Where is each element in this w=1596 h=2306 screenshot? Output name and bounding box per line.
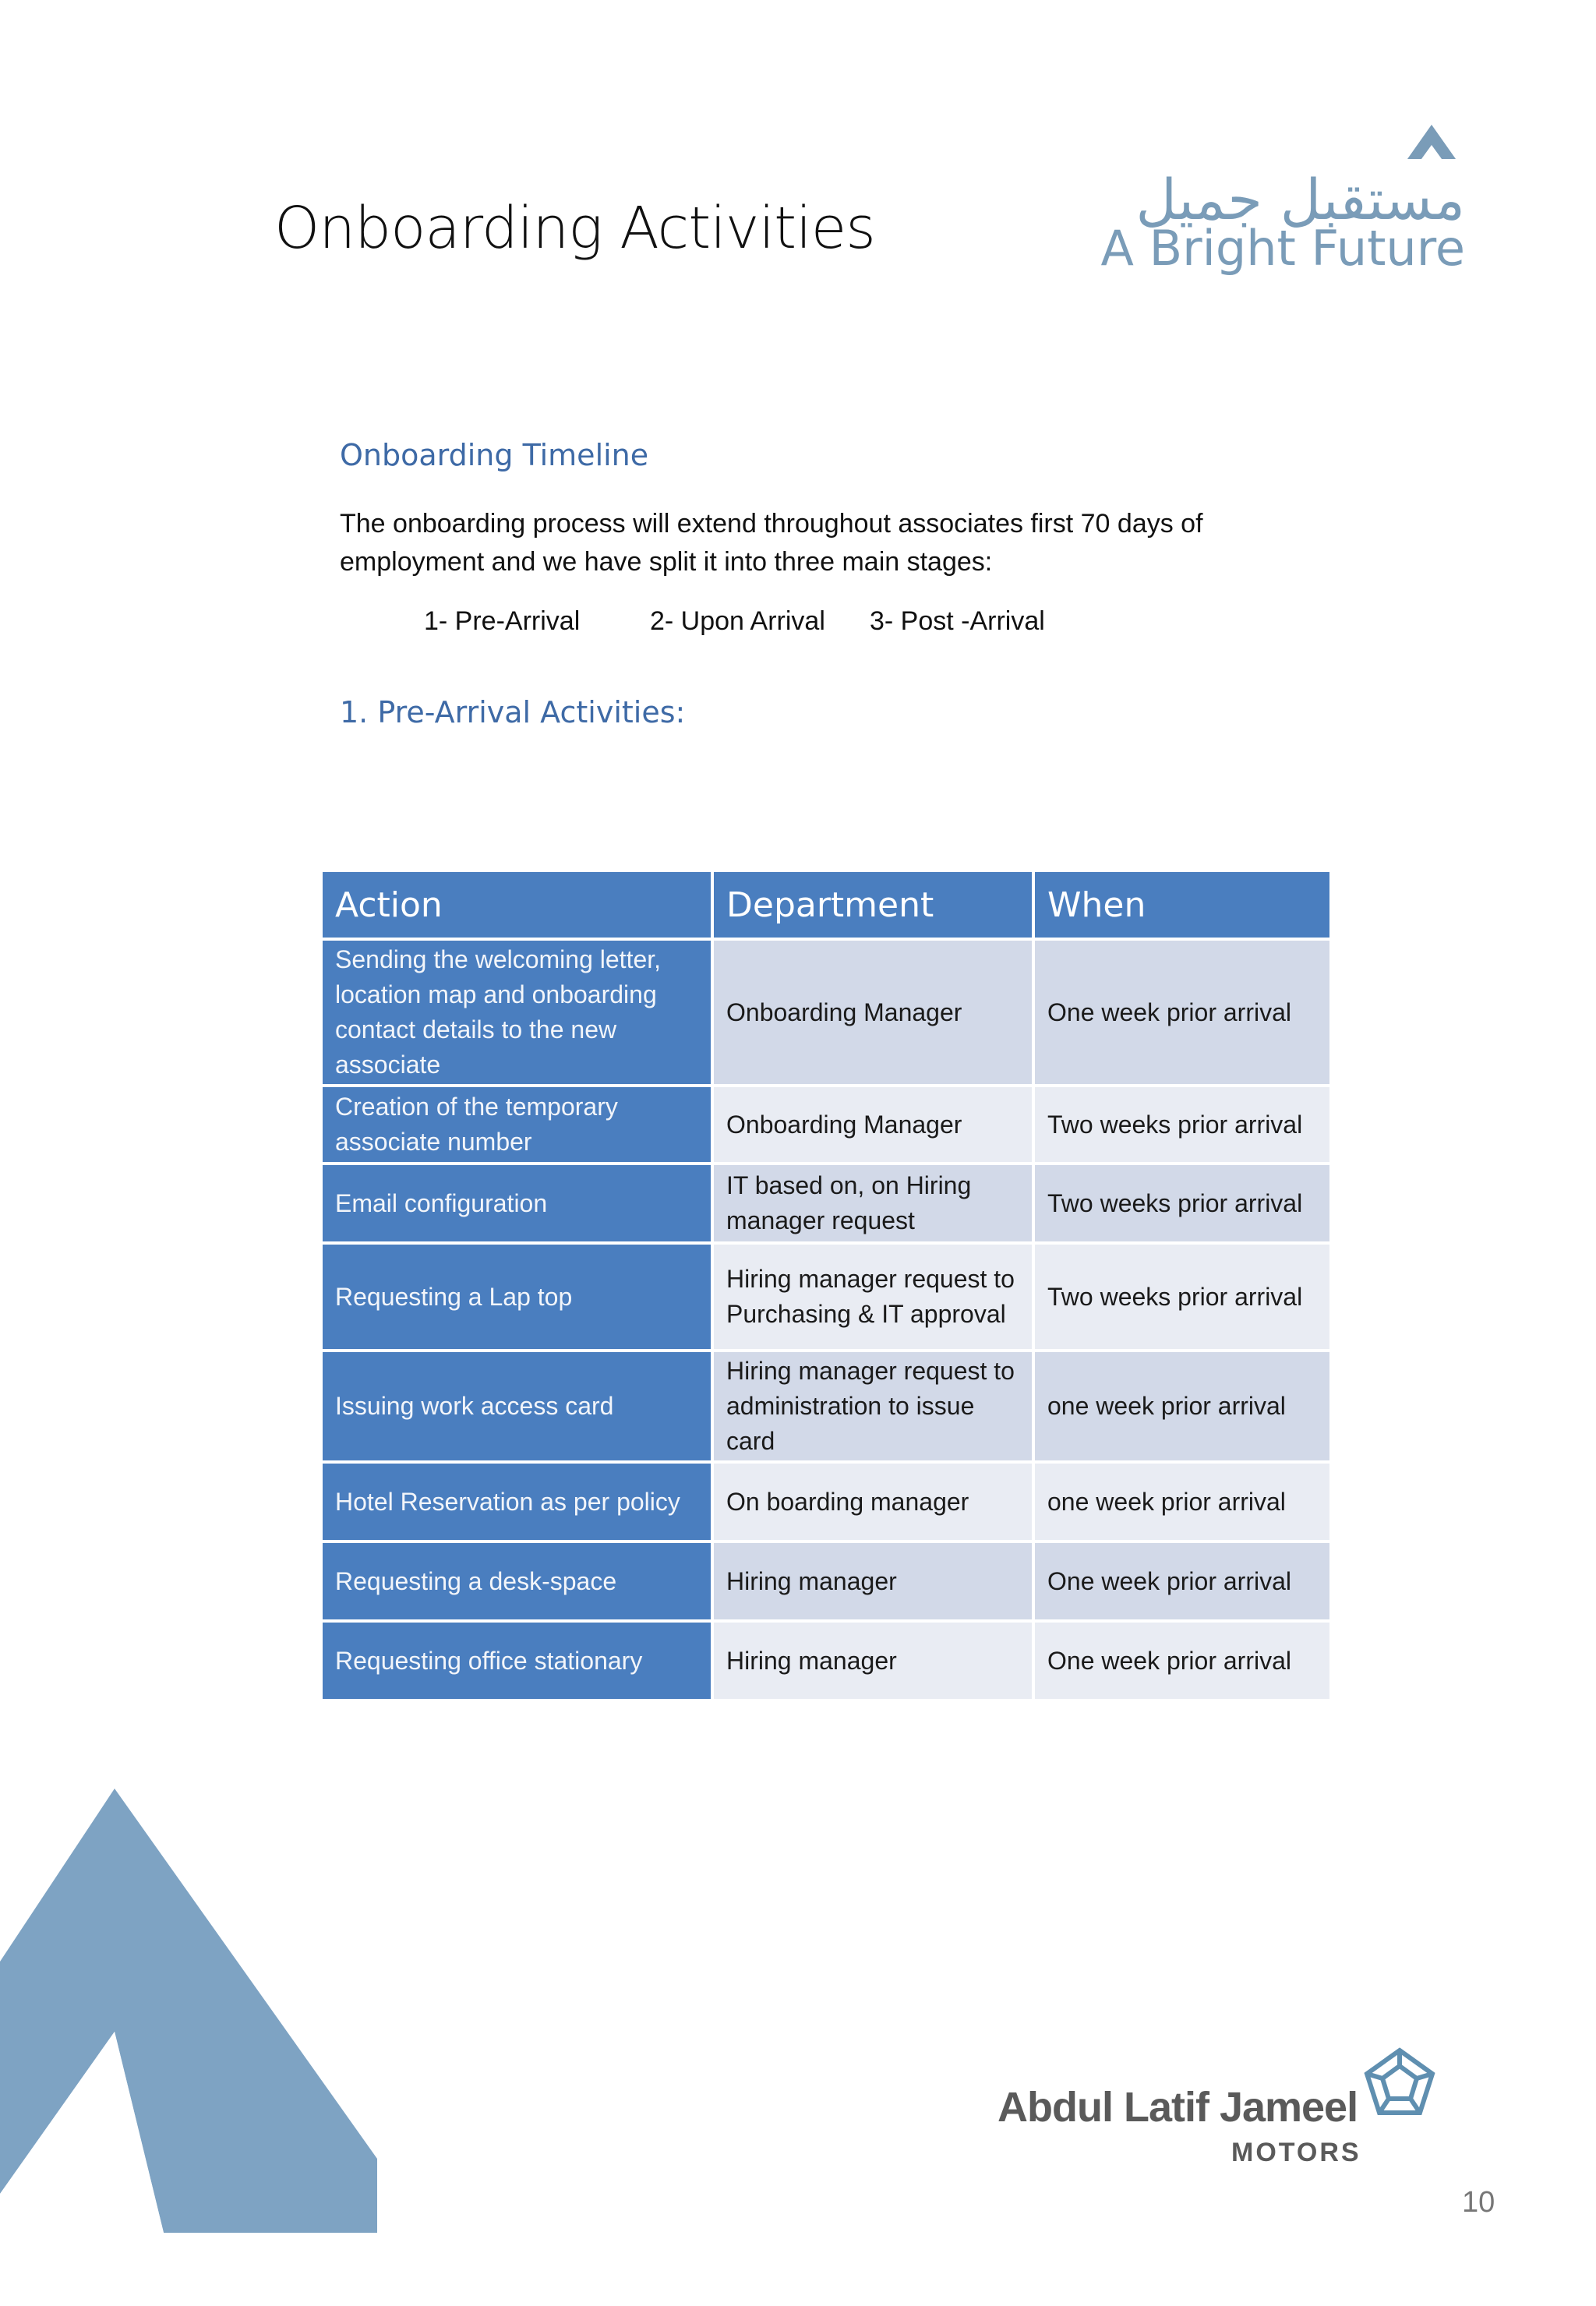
table-row xyxy=(323,1087,1329,1162)
table-row xyxy=(323,941,1329,1084)
intro-line-2: employment and we have split it into three main stages: xyxy=(340,547,993,577)
page-title: Onboarding Activities xyxy=(274,195,875,262)
cell-department: Hiring manager xyxy=(714,1623,1032,1699)
timeline-intro xyxy=(340,505,1322,581)
header-when: When xyxy=(1035,872,1329,938)
cell-action: Issuing work access card xyxy=(323,1352,711,1460)
brand-arabic-text: مستقبل جميل xyxy=(1135,167,1465,232)
table-row xyxy=(323,1165,1329,1241)
alj-emblem-icon xyxy=(1361,2046,1439,2124)
header-action: Action xyxy=(323,872,711,938)
pre-arrival-table xyxy=(320,869,1333,1702)
company-division: MOTORS xyxy=(1231,2138,1361,2167)
cell-when: One week prior arrival xyxy=(1035,941,1329,1084)
cell-action: Requesting office stationary xyxy=(323,1623,711,1699)
page-number: 10 xyxy=(1462,2186,1495,2219)
decorative-chevron-shape xyxy=(0,1789,382,2233)
header-department: Department xyxy=(714,872,1032,938)
cell-when: Two weeks prior arrival xyxy=(1035,1245,1329,1349)
brand-arrow-icon xyxy=(1407,125,1456,159)
table-row xyxy=(323,1352,1329,1460)
cell-department: Hiring manager request to administration to issue card xyxy=(714,1352,1032,1460)
cell-when: one week prior arrival xyxy=(1035,1464,1329,1540)
cell-action: Requesting a desk-space xyxy=(323,1543,711,1619)
cell-department: IT based on, on Hiring manager request xyxy=(714,1165,1032,1241)
stage-pre-arrival: 1- Pre-Arrival xyxy=(424,606,581,636)
table-row xyxy=(323,1623,1329,1699)
company-name: Abdul Latif Jameel xyxy=(998,2084,1358,2131)
cell-action: Requesting a Lap top xyxy=(323,1245,711,1349)
cell-when: One week prior arrival xyxy=(1035,1623,1329,1699)
cell-when: Two weeks prior arrival xyxy=(1035,1165,1329,1241)
cell-action: Sending the welcoming letter, location map and onboarding contact details to the new associate xyxy=(323,941,711,1084)
cell-when: One week prior arrival xyxy=(1035,1543,1329,1619)
table-row xyxy=(323,1464,1329,1540)
table-row xyxy=(323,1543,1329,1619)
cell-department: Hiring manager request to Purchasing & IT approval xyxy=(714,1245,1032,1349)
bright-future-logo xyxy=(1100,117,1465,281)
cell-action: Creation of the temporary associate number xyxy=(323,1087,711,1162)
cell-when: one week prior arrival xyxy=(1035,1352,1329,1460)
cell-department: Hiring manager xyxy=(714,1543,1032,1619)
stage-post-arrival: 3- Post -Arrival xyxy=(870,606,1045,636)
cell-department: On boarding manager xyxy=(714,1464,1032,1540)
cell-when: Two weeks prior arrival xyxy=(1035,1087,1329,1162)
cell-department: Onboarding Manager xyxy=(714,941,1032,1084)
table-row xyxy=(323,1245,1329,1349)
alj-motors-logo xyxy=(998,2046,1442,2170)
pre-arrival-heading: 1. Pre-Arrival Activities: xyxy=(340,695,686,729)
cell-department: Onboarding Manager xyxy=(714,1087,1032,1162)
cell-action: Hotel Reservation as per policy xyxy=(323,1464,711,1540)
timeline-heading: Onboarding Timeline xyxy=(340,438,649,472)
stage-upon-arrival: 2- Upon Arrival xyxy=(650,606,825,636)
intro-line-1: The onboarding process will extend throughout associates first 70 days of xyxy=(340,509,1203,539)
table-header-row xyxy=(323,872,1329,938)
brand-english-text: A Bright Future xyxy=(1100,220,1465,277)
cell-action: Email configuration xyxy=(323,1165,711,1241)
